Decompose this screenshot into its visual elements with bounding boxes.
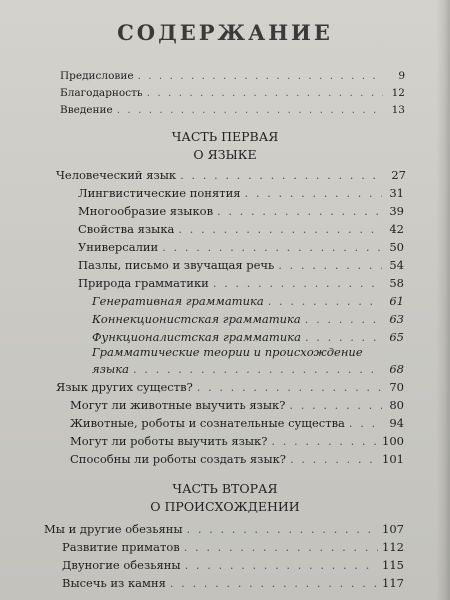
leader-dots — [170, 576, 378, 591]
part-number: ЧАСТЬ ПЕРВАЯ — [171, 129, 279, 144]
leader-dots — [147, 86, 383, 101]
page-title: СОДЕРЖАНИЕ — [117, 20, 333, 45]
toc-entry — [78, 276, 404, 291]
toc-entry-page: 68 — [389, 362, 404, 376]
toc-entry-page: 39 — [389, 204, 404, 218]
leader-dots — [289, 398, 382, 413]
toc-entry-page: 61 — [389, 294, 404, 308]
toc-entry — [62, 576, 404, 591]
leader-dots — [290, 452, 378, 467]
toc-entry-page: 70 — [389, 380, 404, 394]
toc-entry-label: Многообразие языков — [78, 204, 214, 218]
leader-dots — [278, 258, 382, 273]
toc-entry — [78, 222, 404, 237]
toc-entry-label: Способны ли роботы создать язык? — [70, 452, 286, 466]
leader-dots — [138, 69, 383, 84]
toc-entry-label: Предисловие — [60, 70, 134, 82]
toc-entry-page: 31 — [389, 186, 404, 200]
toc-entry — [78, 186, 404, 201]
toc-entry-label: языка — [92, 362, 129, 376]
toc-entry-front-2 — [60, 103, 405, 118]
toc-entry-label: Функционалистская грамматика — [92, 330, 301, 344]
toc-entry-label: Животные, роботы и сознательные существа — [70, 416, 345, 430]
part-heading-1 — [0, 128, 450, 164]
toc-entry — [70, 434, 404, 449]
toc-entry — [70, 398, 404, 413]
leader-dots — [305, 330, 382, 345]
toc-entry-page: 42 — [389, 222, 404, 236]
leader-dots — [162, 240, 382, 255]
toc-entry-page: 100 — [382, 434, 404, 448]
toc-entry-label: Двуногие обезьяны — [62, 558, 181, 572]
leader-dots — [184, 540, 378, 555]
toc-entry-label: Природа грамматики — [78, 276, 209, 290]
toc-entry-label: Человеческий язык — [56, 168, 177, 182]
toc-entry-front-1 — [60, 86, 405, 101]
toc-entry-page: 94 — [389, 416, 404, 430]
toc-entry-label: Высечь из камня — [62, 576, 166, 590]
toc-entry — [70, 416, 404, 431]
toc-entry — [78, 204, 404, 219]
toc-entry-page: 107 — [382, 522, 404, 536]
toc-entry-page: 117 — [382, 576, 404, 590]
toc-entry — [92, 330, 404, 345]
leader-dots — [213, 276, 382, 291]
toc-entry-label: Пазлы, письмо и звучащая речь — [78, 258, 275, 272]
leader-dots — [268, 294, 382, 309]
toc-entry-page: 54 — [389, 258, 404, 272]
leader-dots — [117, 103, 383, 118]
toc-entry-page: 27 — [391, 168, 406, 182]
leader-dots — [245, 186, 382, 201]
toc-entry-label: Универсалии — [78, 240, 159, 254]
toc-entry — [62, 558, 404, 573]
toc-entry — [92, 294, 404, 309]
leader-dots — [180, 168, 384, 183]
toc-entry — [92, 362, 404, 377]
leader-dots — [217, 204, 382, 219]
toc-entry-label: Могут ли животные выучить язык? — [70, 398, 286, 412]
toc-entry-label: Благодарность — [60, 87, 143, 99]
leader-dots — [187, 522, 379, 537]
toc-entry-page: 80 — [389, 398, 404, 412]
toc-entry-page: 12 — [391, 87, 405, 99]
toc-entry-label: Введение — [60, 104, 113, 116]
toc-entry-label-line1: Грамматические теории и происхождение — [92, 345, 363, 359]
toc-entry — [56, 380, 404, 395]
toc-entry-page: 115 — [382, 558, 404, 572]
leader-dots — [349, 416, 382, 431]
toc-entry-label: Генеративная грамматика — [92, 294, 264, 308]
part-heading-2 — [0, 480, 450, 516]
toc-entry-label: Развитие приматов — [62, 540, 180, 554]
leader-dots — [133, 362, 382, 377]
part-title: О ЯЗЫКЕ — [193, 147, 257, 162]
toc-entry-label: Лингвистические понятия — [78, 186, 241, 200]
leader-dots — [271, 434, 378, 449]
toc-entry-page: 101 — [382, 452, 404, 466]
toc-entry-page: 65 — [389, 330, 404, 344]
toc-entry — [78, 258, 404, 273]
part-number: ЧАСТЬ ВТОРАЯ — [172, 481, 278, 496]
leader-dots — [305, 312, 382, 327]
toc-entry — [62, 540, 404, 555]
leader-dots — [185, 558, 378, 573]
part-title: О ПРОИСХОЖДЕНИИ — [150, 499, 300, 514]
toc-entry — [70, 452, 404, 467]
toc-entry-page: 63 — [389, 312, 404, 326]
toc-entry-page: 58 — [389, 276, 404, 290]
toc-entry-page: 112 — [382, 540, 404, 554]
toc-entry-label: Могут ли роботы выучить язык? — [70, 434, 268, 448]
toc-entry-page: 50 — [389, 240, 404, 254]
toc-entry — [92, 312, 404, 327]
toc-entry — [78, 240, 404, 255]
leader-dots — [178, 222, 382, 237]
toc-entry-label: Свойства языка — [78, 222, 175, 236]
toc-entry-label: Мы и другие обезьяны — [44, 522, 183, 536]
toc-entry-label: Коннекционистская грамматика — [92, 312, 301, 326]
leader-dots — [197, 380, 382, 395]
toc-entry-page: 13 — [391, 104, 405, 116]
toc-entry-front-0 — [60, 69, 405, 84]
toc-entry-page: 9 — [398, 70, 405, 82]
toc-entry — [44, 522, 404, 537]
toc-entry-label: Язык других существ? — [56, 380, 193, 394]
toc-entry — [56, 168, 406, 183]
